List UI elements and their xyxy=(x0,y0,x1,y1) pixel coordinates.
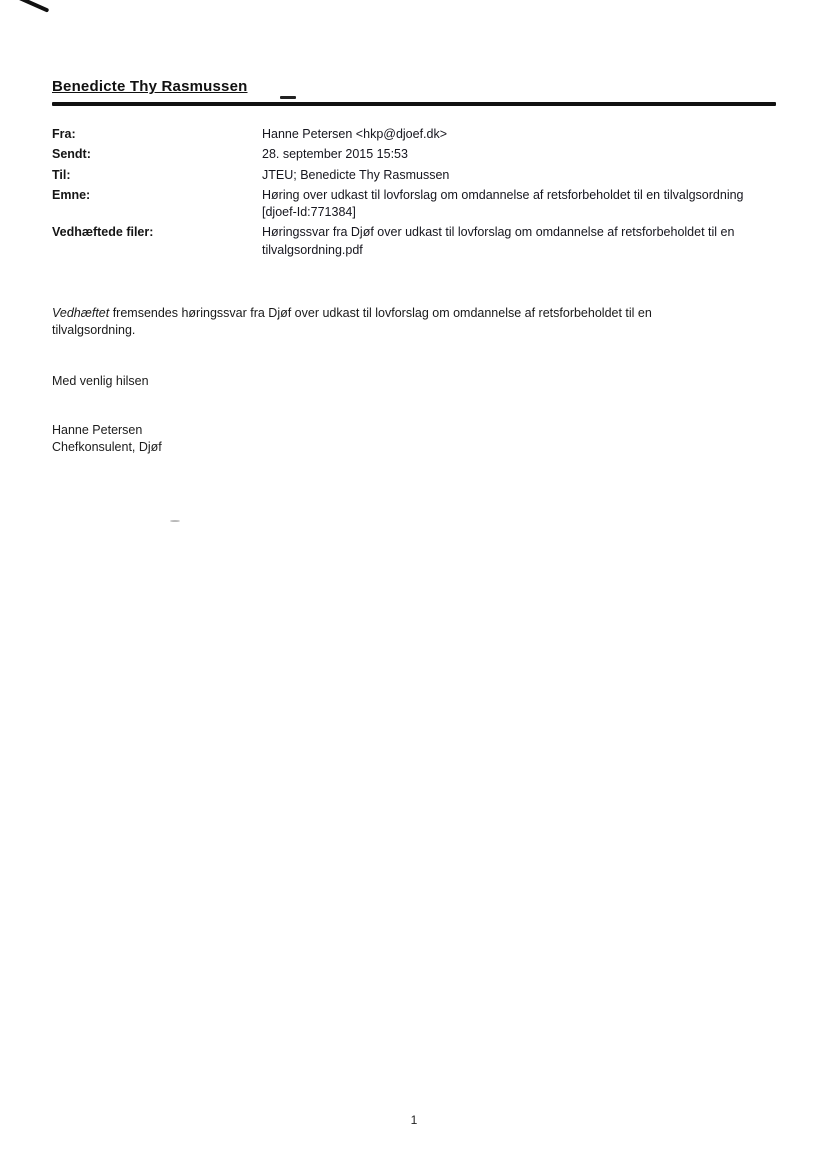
signature-name: Hanne Petersen xyxy=(52,422,143,437)
field-value-to: JTEU; Benedicte Thy Rasmussen xyxy=(262,167,450,182)
email-signature xyxy=(52,422,776,456)
field-value-attachments: Høringssvar fra Djøf over udkast til lovforslag om omdannelse af retsforbeholdet til en tilvalgsordning.pdf xyxy=(262,225,735,257)
scanned-email-page xyxy=(52,78,776,456)
field-value-from: Hanne Petersen <hkp@djoef.dk> xyxy=(262,127,448,141)
body-paragraph-text: fremsendes høringssvar fra Djøf over udkast til lovforslag om omdannelse af retsforbeholdet til en tilvalgsordning. xyxy=(52,305,652,338)
signature-title: Chefkonsulent, Djøf xyxy=(52,439,162,454)
page-number: 1 xyxy=(410,1113,418,1127)
field-label-attachments: Vedhæftede filer: xyxy=(52,225,154,240)
scan-artifact-smudge xyxy=(170,520,180,522)
field-label-sent: Sendt: xyxy=(52,147,91,162)
scan-artifact-corner xyxy=(17,0,50,13)
field-label-to: Til: xyxy=(52,167,71,182)
field-label-from: Fra: xyxy=(52,127,76,141)
header-divider-rule xyxy=(52,102,776,106)
header-rule-container xyxy=(52,102,776,106)
email-greeting: Med venlig hilsen xyxy=(52,373,149,388)
scan-artifact-dash xyxy=(280,96,296,99)
recipient-name-heading: Benedicte Thy Rasmussen xyxy=(52,78,248,95)
email-body-paragraph xyxy=(52,305,728,340)
field-value-subject: Høring over udkast til lovforslag om omdannelse af retsforbeholdet til en tilvalgsordning [djoef-Id:771384] xyxy=(262,187,744,219)
body-lead-word: Vedhæftet xyxy=(52,305,110,320)
field-value-sent: 28. september 2015 15:53 xyxy=(262,147,408,162)
field-label-subject: Emne: xyxy=(52,187,91,202)
email-header-fields xyxy=(52,126,776,259)
